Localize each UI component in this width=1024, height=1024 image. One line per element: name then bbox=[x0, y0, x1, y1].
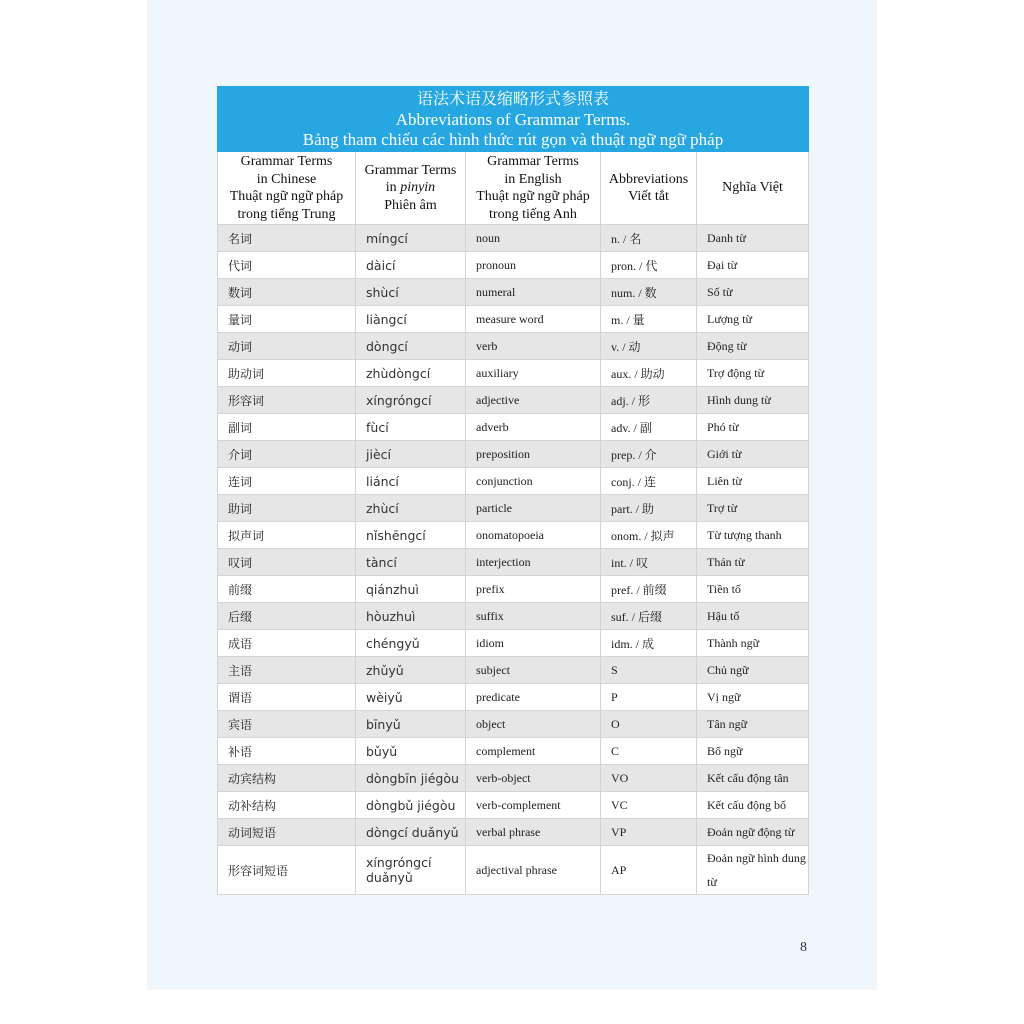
vietnamese-cell: Trợ động từ bbox=[697, 360, 809, 387]
vietnamese-cell: Tiền tố bbox=[697, 576, 809, 603]
pinyin-cell: liáncí bbox=[356, 468, 466, 495]
abbreviation-cell: pron. / 代 bbox=[601, 252, 697, 279]
abbreviation-cell: C bbox=[601, 738, 697, 765]
chinese-term-cell: 助词 bbox=[218, 495, 356, 522]
abbreviation-cell: conj. / 连 bbox=[601, 468, 697, 495]
header-abbreviations bbox=[601, 152, 697, 225]
header-line: Grammar Terms bbox=[487, 154, 579, 169]
table-row bbox=[218, 495, 809, 522]
chinese-term-cell: 形容词 bbox=[218, 387, 356, 414]
header-line: Viết tắt bbox=[628, 189, 669, 204]
pinyin-cell: chéngyǔ bbox=[356, 630, 466, 657]
english-term-cell: suffix bbox=[466, 603, 601, 630]
header-line: Abbreviations bbox=[608, 171, 689, 187]
english-term-cell: auxiliary bbox=[466, 360, 601, 387]
english-term-cell: verb bbox=[466, 333, 601, 360]
header-line: Thuật ngữ ngữ pháp bbox=[229, 189, 344, 204]
chinese-term-cell: 助动词 bbox=[218, 360, 356, 387]
vietnamese-cell: Hình dung từ bbox=[697, 387, 809, 414]
table-row bbox=[218, 630, 809, 657]
title-english: Abbreviations of Grammar Terms. bbox=[395, 109, 631, 129]
chinese-term-cell: 谓语 bbox=[218, 684, 356, 711]
chinese-term-cell: 副词 bbox=[218, 414, 356, 441]
pinyin-cell: liàngcí bbox=[356, 306, 466, 333]
pinyin-cell: shùcí bbox=[356, 279, 466, 306]
header-word-italic: pinyin bbox=[400, 180, 436, 196]
chinese-term-cell: 动词短语 bbox=[218, 819, 356, 846]
english-term-cell: noun bbox=[466, 225, 601, 252]
header-line: trong tiếng Anh bbox=[489, 206, 577, 222]
chinese-term-cell: 介词 bbox=[218, 441, 356, 468]
header-chinese-terms bbox=[218, 152, 356, 225]
vietnamese-cell: Chủ ngữ bbox=[697, 657, 809, 684]
chinese-term-cell: 代词 bbox=[218, 252, 356, 279]
abbreviation-cell: m. / 量 bbox=[601, 306, 697, 333]
abbreviation-cell: adv. / 副 bbox=[601, 414, 697, 441]
pinyin-cell: míngcí bbox=[356, 225, 466, 252]
vietnamese-cell: Trợ từ bbox=[697, 495, 809, 522]
chinese-term-cell: 动补结构 bbox=[218, 792, 356, 819]
english-term-cell: verbal phrase bbox=[466, 819, 601, 846]
vietnamese-cell: Lượng từ bbox=[697, 306, 809, 333]
table-row bbox=[218, 711, 809, 738]
vietnamese-cell: Thán từ bbox=[697, 549, 809, 576]
table-row bbox=[218, 549, 809, 576]
vietnamese-cell: Giới từ bbox=[697, 441, 809, 468]
header-line: in English bbox=[504, 171, 562, 187]
english-term-cell: pronoun bbox=[466, 252, 601, 279]
abbreviation-cell: part. / 助 bbox=[601, 495, 697, 522]
english-term-cell: verb-complement bbox=[466, 792, 601, 819]
header-line: Grammar Terms bbox=[364, 162, 457, 178]
chinese-term-cell: 叹词 bbox=[218, 549, 356, 576]
abbreviation-cell: VC bbox=[601, 792, 697, 819]
pinyin-cell: zhùcí bbox=[356, 495, 466, 522]
abbreviation-cell: AP bbox=[601, 846, 697, 895]
grammar-terms-table bbox=[217, 86, 809, 895]
english-term-cell: interjection bbox=[466, 549, 601, 576]
chinese-term-cell: 宾语 bbox=[218, 711, 356, 738]
pinyin-cell: bīnyǔ bbox=[356, 711, 466, 738]
abbreviation-cell: int. / 叹 bbox=[601, 549, 697, 576]
table-row bbox=[218, 306, 809, 333]
table-row bbox=[218, 792, 809, 819]
english-term-cell: predicate bbox=[466, 684, 601, 711]
pinyin-cell: qiánzhuì bbox=[356, 576, 466, 603]
table-row bbox=[218, 819, 809, 846]
table-title bbox=[218, 87, 809, 152]
abbreviation-cell: v. / 动 bbox=[601, 333, 697, 360]
vietnamese-cell: Đoản ngữ động từ bbox=[697, 819, 809, 846]
chinese-term-cell: 名词 bbox=[218, 225, 356, 252]
header-english-terms bbox=[466, 152, 601, 225]
table-row bbox=[218, 738, 809, 765]
vietnamese-cell: Kết cấu động tân bbox=[697, 765, 809, 792]
header-line: Nghĩa Việt bbox=[722, 180, 783, 196]
english-term-cell: onomatopoeia bbox=[466, 522, 601, 549]
chinese-term-cell: 后缀 bbox=[218, 603, 356, 630]
table-row bbox=[218, 684, 809, 711]
abbreviation-cell: VP bbox=[601, 819, 697, 846]
table-row bbox=[218, 468, 809, 495]
pinyin-cell: hòuzhuì bbox=[356, 603, 466, 630]
table-row bbox=[218, 225, 809, 252]
abbreviation-cell: P bbox=[601, 684, 697, 711]
english-term-cell: prefix bbox=[466, 576, 601, 603]
document-page bbox=[147, 0, 877, 990]
table-row bbox=[218, 846, 809, 895]
abbreviation-cell: num. / 数 bbox=[601, 279, 697, 306]
abbreviation-cell: prep. / 介 bbox=[601, 441, 697, 468]
chinese-term-cell: 动宾结构 bbox=[218, 765, 356, 792]
vietnamese-cell: Hậu tố bbox=[697, 603, 809, 630]
pinyin-cell: dòngbīn jiégòu bbox=[356, 765, 466, 792]
abbreviation-cell: VO bbox=[601, 765, 697, 792]
chinese-term-cell: 前缀 bbox=[218, 576, 356, 603]
abbreviation-cell: suf. / 后缀 bbox=[601, 603, 697, 630]
pinyin-cell: dàicí bbox=[356, 252, 466, 279]
chinese-term-cell: 量词 bbox=[218, 306, 356, 333]
header-vietnamese bbox=[697, 152, 809, 225]
table-row bbox=[218, 522, 809, 549]
vietnamese-cell: Bổ ngữ bbox=[697, 738, 809, 765]
abbreviation-cell: pref. / 前缀 bbox=[601, 576, 697, 603]
table-row bbox=[218, 333, 809, 360]
header-line: in Chinese bbox=[256, 171, 317, 187]
pinyin-cell: xíngróngcí duǎnyǔ bbox=[356, 846, 466, 895]
english-term-cell: idiom bbox=[466, 630, 601, 657]
abbreviation-cell: O bbox=[601, 711, 697, 738]
english-term-cell: particle bbox=[466, 495, 601, 522]
abbreviation-cell: idm. / 成 bbox=[601, 630, 697, 657]
vietnamese-cell: Kết cấu động bổ bbox=[697, 792, 809, 819]
chinese-term-cell: 成语 bbox=[218, 630, 356, 657]
table-row bbox=[218, 603, 809, 630]
header-word: in bbox=[385, 180, 397, 196]
english-term-cell: numeral bbox=[466, 279, 601, 306]
table-row bbox=[218, 657, 809, 684]
header-line: Phiên âm bbox=[384, 197, 437, 213]
pinyin-cell: wèiyǔ bbox=[356, 684, 466, 711]
chinese-term-cell: 主语 bbox=[218, 657, 356, 684]
english-term-cell: adjectival phrase bbox=[466, 846, 601, 895]
english-term-cell: object bbox=[466, 711, 601, 738]
vietnamese-cell: Tân ngữ bbox=[697, 711, 809, 738]
abbreviation-cell: onom. / 拟声 bbox=[601, 522, 697, 549]
pinyin-cell: dòngcí bbox=[356, 333, 466, 360]
chinese-term-cell: 形容词短语 bbox=[218, 846, 356, 895]
pinyin-cell: jiècí bbox=[356, 441, 466, 468]
vietnamese-cell: Phó từ bbox=[697, 414, 809, 441]
header-line: trong tiếng Trung bbox=[237, 206, 336, 222]
vietnamese-cell: Liên từ bbox=[697, 468, 809, 495]
english-term-cell: preposition bbox=[466, 441, 601, 468]
pinyin-cell: dòngbǔ jiégòu bbox=[356, 792, 466, 819]
pinyin-cell: tàncí bbox=[356, 549, 466, 576]
abbreviation-cell: aux. / 助动 bbox=[601, 360, 697, 387]
pinyin-cell: xíngróngcí bbox=[356, 387, 466, 414]
pinyin-cell: zhǔyǔ bbox=[356, 657, 466, 684]
table-row bbox=[218, 279, 809, 306]
english-term-cell: complement bbox=[466, 738, 601, 765]
vietnamese-cell: Thành ngữ bbox=[697, 630, 809, 657]
vietnamese-cell: Danh từ bbox=[697, 225, 809, 252]
pinyin-cell: dòngcí duǎnyǔ bbox=[356, 819, 466, 846]
table-row bbox=[218, 576, 809, 603]
english-term-cell: conjunction bbox=[466, 468, 601, 495]
table-row bbox=[218, 252, 809, 279]
table-row bbox=[218, 360, 809, 387]
abbreviation-cell: adj. / 形 bbox=[601, 387, 697, 414]
table-row bbox=[218, 765, 809, 792]
vietnamese-cell: Số từ bbox=[697, 279, 809, 306]
table-row bbox=[218, 414, 809, 441]
chinese-term-cell: 数词 bbox=[218, 279, 356, 306]
vietnamese-cell: Vị ngữ bbox=[697, 684, 809, 711]
abbreviation-cell: S bbox=[601, 657, 697, 684]
header-pinyin bbox=[356, 152, 466, 225]
table-row bbox=[218, 387, 809, 414]
header-line: Thuật ngữ ngữ pháp bbox=[476, 189, 590, 204]
pinyin-cell: zhùdòngcí bbox=[356, 360, 466, 387]
pinyin-cell: bǔyǔ bbox=[356, 738, 466, 765]
english-term-cell: verb-object bbox=[466, 765, 601, 792]
page-number: 8 bbox=[800, 940, 807, 955]
chinese-term-cell: 动词 bbox=[218, 333, 356, 360]
english-term-cell: adjective bbox=[466, 387, 601, 414]
header-line: Grammar Terms bbox=[240, 154, 333, 169]
english-term-cell: measure word bbox=[466, 306, 601, 333]
header-line bbox=[358, 179, 463, 197]
chinese-term-cell: 连词 bbox=[218, 468, 356, 495]
abbreviation-cell: n. / 名 bbox=[601, 225, 697, 252]
vietnamese-cell: Từ tượng thanh bbox=[697, 522, 809, 549]
chinese-term-cell: 补语 bbox=[218, 738, 356, 765]
title-chinese: 语法术语及缩略形式参照表 bbox=[417, 90, 610, 108]
vietnamese-cell: Đại từ bbox=[697, 252, 809, 279]
title-vietnamese: Bảng tham chiếu các hình thức rút gọn và thuật ngữ ngữ pháp bbox=[302, 129, 724, 149]
chinese-term-cell: 拟声词 bbox=[218, 522, 356, 549]
english-term-cell: subject bbox=[466, 657, 601, 684]
pinyin-cell: fùcí bbox=[356, 414, 466, 441]
vietnamese-cell: Đoản ngữ hình dung từ bbox=[697, 846, 809, 895]
pinyin-cell: nǐshēngcí bbox=[356, 522, 466, 549]
english-term-cell: adverb bbox=[466, 414, 601, 441]
vietnamese-cell: Động từ bbox=[697, 333, 809, 360]
table-row bbox=[218, 441, 809, 468]
